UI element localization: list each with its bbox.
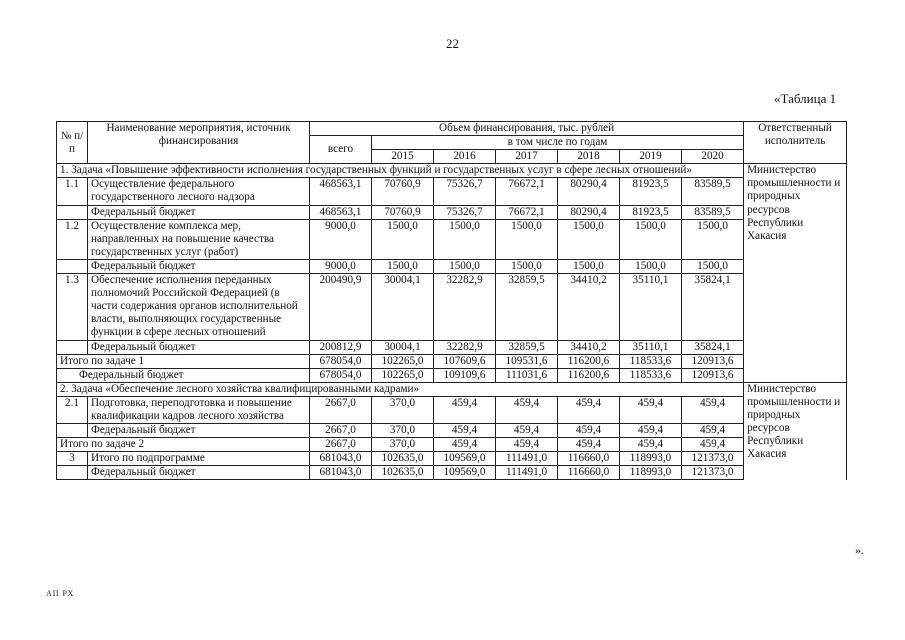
- cell-value: 30004,1: [372, 274, 434, 340]
- cell-value: 118993,0: [620, 452, 682, 466]
- row-num: 1.2: [57, 219, 88, 259]
- cell-value: 1500,0: [372, 259, 434, 273]
- page-number: 22: [446, 36, 459, 51]
- cell-value: 83589,5: [682, 205, 744, 219]
- cell-value: 116660,0: [558, 452, 620, 466]
- cell-value: 34410,2: [558, 274, 620, 340]
- task-1-executor: Министерство промышленности и природных ресурсов Республики Хакасия: [744, 164, 847, 383]
- closing-quote-mark: ».: [855, 543, 864, 557]
- cell-value: 80290,4: [558, 205, 620, 219]
- task-2-title: 2. Задача «Обеспечение лесного хозяйства квалифицированными кадрами»: [57, 382, 744, 396]
- cell-value: 678054,0: [310, 368, 372, 382]
- footer-note: АП РХ: [46, 589, 75, 598]
- table-row: [57, 368, 847, 382]
- cell-value: 200812,9: [310, 340, 372, 354]
- cell-value: 1500,0: [558, 219, 620, 259]
- table-row: [57, 424, 847, 438]
- cell-value: 9000,0: [310, 259, 372, 273]
- cell-value: 116660,0: [558, 466, 620, 480]
- cell-value: 35824,1: [682, 340, 744, 354]
- row-num: [57, 340, 88, 354]
- cell-value: 459,4: [496, 438, 558, 452]
- row-num: [57, 424, 88, 438]
- cell-value: 678054,0: [310, 354, 372, 368]
- cell-value: 32282,9: [434, 340, 496, 354]
- table-row: [57, 178, 847, 205]
- table-row: [57, 396, 847, 423]
- cell-value: 1500,0: [496, 259, 558, 273]
- row-num: 1.1: [57, 178, 88, 205]
- cell-value: 83589,5: [682, 178, 744, 205]
- row-name: Подготовка, переподготовка и повышение квалификации кадров лесного хозяйства: [88, 396, 310, 423]
- task-2-total-label: Итого по задаче 2: [57, 438, 310, 452]
- cell-value: 459,4: [620, 424, 682, 438]
- cell-value: 1500,0: [496, 219, 558, 259]
- cell-value: 370,0: [372, 424, 434, 438]
- col-header-year: 2020: [682, 150, 744, 164]
- cell-value: 111491,0: [496, 452, 558, 466]
- cell-value: 107609,6: [434, 354, 496, 368]
- cell-value: 1500,0: [558, 259, 620, 273]
- col-header-year: 2015: [372, 150, 434, 164]
- cell-value: 35110,1: [620, 340, 682, 354]
- table-row: [57, 274, 847, 340]
- cell-value: 1500,0: [434, 259, 496, 273]
- cell-value: 459,4: [434, 396, 496, 423]
- cell-value: 120913,6: [682, 354, 744, 368]
- table-row: [57, 466, 847, 480]
- cell-value: 200490,9: [310, 274, 372, 340]
- row-num: 1.3: [57, 274, 88, 340]
- cell-value: 109109,6: [434, 368, 496, 382]
- cell-value: 370,0: [372, 438, 434, 452]
- cell-value: 1500,0: [682, 259, 744, 273]
- row-name: Федеральный бюджет: [88, 259, 310, 273]
- cell-value: 32859,5: [496, 340, 558, 354]
- cell-value: 681043,0: [310, 452, 372, 466]
- task-2-executor: Министерство промышленности и природных ресурсов Республики Хакасия: [744, 382, 847, 480]
- col-header-by-years: в том числе по годам: [372, 136, 744, 150]
- col-header-num: № п/п: [57, 122, 88, 164]
- cell-value: 32282,9: [434, 274, 496, 340]
- row-name: Обеспечение исполнения переданных полномочий Российской Федерацией (в части содержания органов исполнительной власти, выполняющих государственные функции в сфере лесных отношений: [88, 274, 310, 340]
- cell-value: 1500,0: [682, 219, 744, 259]
- program-fed-label: Федеральный бюджет: [88, 466, 310, 480]
- task-1-title: 1. Задача «Повышение эффективности исполнения государственных функций и государственных услуг в сфере лесных отношений»: [57, 164, 744, 178]
- col-header-volume: Объем финансирования, тыс. рублей: [310, 122, 744, 136]
- cell-value: 459,4: [682, 438, 744, 452]
- cell-value: 109569,0: [434, 452, 496, 466]
- table-caption: «Таблица 1: [774, 91, 837, 106]
- cell-value: 34410,2: [558, 340, 620, 354]
- cell-value: 70760,9: [372, 205, 434, 219]
- task-1-total-label: Итого по задаче 1: [57, 354, 310, 368]
- col-header-name: Наименование мероприятия, источник финансирования: [88, 122, 310, 164]
- cell-value: 468563,1: [310, 178, 372, 205]
- row-name: Федеральный бюджет: [88, 340, 310, 354]
- cell-value: 459,4: [682, 396, 744, 423]
- cell-value: 459,4: [434, 424, 496, 438]
- row-name: Осуществление комплекса мер, направленных на повышение качества государственных услуг (работ): [88, 219, 310, 259]
- table-row: [57, 340, 847, 354]
- col-header-year: 2018: [558, 150, 620, 164]
- cell-value: 1500,0: [620, 259, 682, 273]
- cell-value: 76672,1: [496, 205, 558, 219]
- cell-value: 9000,0: [310, 219, 372, 259]
- cell-value: 102635,0: [372, 466, 434, 480]
- col-header-executor: Ответственный исполнитель: [744, 122, 847, 164]
- cell-value: 81923,5: [620, 178, 682, 205]
- cell-value: 459,4: [558, 424, 620, 438]
- cell-value: 75326,7: [434, 205, 496, 219]
- row-name: Осуществление федерального государственного лесного надзора: [88, 178, 310, 205]
- table-row: [57, 219, 847, 259]
- row-name: Федеральный бюджет: [88, 424, 310, 438]
- cell-value: 121373,0: [682, 466, 744, 480]
- cell-value: 2667,0: [310, 438, 372, 452]
- cell-value: 459,4: [558, 438, 620, 452]
- cell-value: 30004,1: [372, 340, 434, 354]
- row-num: 2.1: [57, 396, 88, 423]
- cell-value: 459,4: [434, 438, 496, 452]
- cell-value: 111031,6: [496, 368, 558, 382]
- cell-value: 1500,0: [372, 219, 434, 259]
- cell-value: 35824,1: [682, 274, 744, 340]
- table-row: [57, 354, 847, 368]
- cell-value: 76672,1: [496, 178, 558, 205]
- cell-value: 102635,0: [372, 452, 434, 466]
- cell-value: 111491,0: [496, 466, 558, 480]
- cell-value: 1500,0: [620, 219, 682, 259]
- cell-value: 459,4: [682, 424, 744, 438]
- row-num: [57, 466, 88, 480]
- cell-value: 109569,0: [434, 466, 496, 480]
- cell-value: 102265,0: [372, 354, 434, 368]
- cell-value: 70760,9: [372, 178, 434, 205]
- table-row: [57, 205, 847, 219]
- cell-value: 468563,1: [310, 205, 372, 219]
- col-header-total: всего: [310, 136, 372, 164]
- cell-value: 2667,0: [310, 396, 372, 423]
- cell-value: 459,4: [620, 396, 682, 423]
- cell-value: 109531,6: [496, 354, 558, 368]
- cell-value: 118533,6: [620, 354, 682, 368]
- table-row: [57, 438, 847, 452]
- row-num: [57, 205, 88, 219]
- table-row: [57, 452, 847, 466]
- cell-value: 681043,0: [310, 466, 372, 480]
- task-1-total-fed-label: Федеральный бюджет: [57, 368, 310, 382]
- cell-value: 35110,1: [620, 274, 682, 340]
- cell-value: 102265,0: [372, 368, 434, 382]
- program-total-label: Итого по подпрограмме: [88, 452, 310, 466]
- col-header-year: 2016: [434, 150, 496, 164]
- cell-value: 459,4: [496, 424, 558, 438]
- row-num: 3: [57, 452, 88, 466]
- cell-value: 75326,7: [434, 178, 496, 205]
- table-row: [57, 259, 847, 273]
- col-header-year: 2019: [620, 150, 682, 164]
- cell-value: 121373,0: [682, 452, 744, 466]
- cell-value: 81923,5: [620, 205, 682, 219]
- cell-value: 116200,6: [558, 368, 620, 382]
- cell-value: 118993,0: [620, 466, 682, 480]
- col-header-year: 2017: [496, 150, 558, 164]
- cell-value: 1500,0: [434, 219, 496, 259]
- cell-value: 370,0: [372, 396, 434, 423]
- cell-value: 32859,5: [496, 274, 558, 340]
- financing-table: [56, 121, 847, 480]
- cell-value: 120913,6: [682, 368, 744, 382]
- row-num: [57, 259, 88, 273]
- cell-value: 459,4: [558, 396, 620, 423]
- cell-value: 118533,6: [620, 368, 682, 382]
- cell-value: 459,4: [496, 396, 558, 423]
- cell-value: 80290,4: [558, 178, 620, 205]
- cell-value: 459,4: [620, 438, 682, 452]
- cell-value: 116200,6: [558, 354, 620, 368]
- row-name: Федеральный бюджет: [88, 205, 310, 219]
- cell-value: 2667,0: [310, 424, 372, 438]
